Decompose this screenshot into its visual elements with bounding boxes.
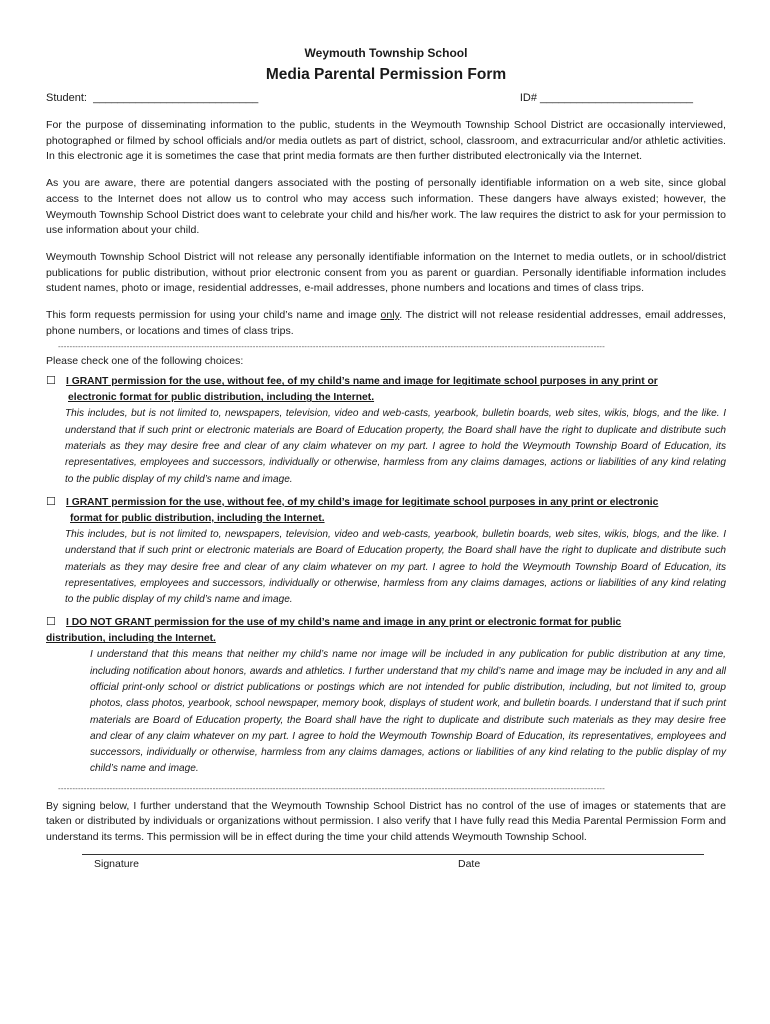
form-title: Media Parental Permission Form [265, 66, 507, 83]
signature-label: Signature [94, 857, 139, 870]
signature-row [46, 858, 726, 874]
student-id-field[interactable]: ID# _________________________ [519, 92, 693, 104]
checkbox-do-not-grant[interactable]: ☐ [46, 616, 56, 629]
option-heading [46, 614, 726, 647]
consent-paragraph: Weymouth Township School District will not release any personally identifiable information on the Internet to media outlets, or in school/district publications for public distribution, without prior electronic consent from you as parent or guardian. Personally identifiable information includes student names, photo or image, residential addresses, e-mail addresses, phone numbers and locations and times of class trips. [46, 250, 726, 295]
option-heading-line1: I GRANT permission for the use, without fee, of my child’s name and image for legitimate school purposes in any print or [66, 376, 658, 388]
request-paragraph [46, 308, 726, 339]
student-id-row [46, 92, 726, 104]
option-description: This includes, but is not limited to, newspapers, television, video and web-casts, yearbook, bulletin boards, web sites, wikis, blogs, and the like. I understand that if such print or electronic materials are Board of Education property, the Board shall have the right to duplicate and distribute such materials as they may desire free and clear of any claim whatever on my part. I agree to hold the Weymouth Township Board of Education, its representatives, employees and successors, individually or otherwise, harmless from any claims damages, actions or liabilities of any kind relating to the public display of my child’s name and image. [65, 528, 726, 606]
request-emphasis: only [380, 309, 400, 322]
option-description: This includes, but is not limited to, newspapers, television, video and web-casts, yearbook, bulletin boards, web sites, wikis, blogs, and the like. I understand that if such print or electronic materials are Board of Education property, the Board shall have the right to duplicate and distribute such materials as they may desire free and clear of any claim whatever on my part. I agree to hold the Weymouth Township Board of Education, its representatives, employees and successors, individually or otherwise, harmless from any claims damages, actions or liabilities of any kind relating to the public display of my child’s name and image. [65, 408, 726, 485]
option-description: I understand that this means that neither my child’s name nor image will be included in any publication for public distribution at any time, including notification about honors, awards and athletics. I further understand that my child’s name and image may be included in any and all official print-only school or district publications or postings which are not intended for public distribution, including, but not limited to, group photos, class photos, yearbook, school newspaper, memory book, displays of student work, and bulletin boards. I understand that if such print materials are Board of Education property, the Board shall have the right to duplicate and distribute such materials as they may desire free and clear of any claim whatever on my part. I agree to hold the Weymouth Township Board of Education, its representatives, employees and successors, individually or otherwise, harmless from any claims damages, actions or liabilities of any kind relating to the public display of my child’s name and image. [90, 649, 726, 775]
option-heading [46, 494, 726, 527]
separator-line: ----------------------------------------------------------------------------------------------------------------------------------------------------------------------------------------------- [58, 342, 606, 352]
option-heading-line2: format for public distribution, including the Internet. [70, 512, 325, 524]
option-grant-name-image [46, 373, 726, 487]
student-name-field[interactable]: Student: ___________________________ [46, 92, 259, 104]
dangers-paragraph: As you are aware, there are potential dangers associated with the posting of personally identifiable information on a web site, since global access to the Internet does not allow us to control who may access such information. These dangers have always existed; however, the Weymouth Township School District does want to celebrate your child and his/her work. The law requires the district to ask for your permission to use information about your child. [46, 177, 726, 237]
checkbox-grant-name-image[interactable]: ☐ [46, 375, 56, 388]
checkbox-grant-image[interactable]: ☐ [46, 495, 56, 508]
option-heading-line1: I DO NOT GRANT permission for the use of my child’s name and image in any print or electronic format for public [66, 617, 622, 629]
option-grant-image [46, 494, 726, 608]
option-heading [46, 373, 726, 406]
purpose-paragraph: For the purpose of disseminating information to the public, students in the Weymouth Township School District are occasionally interviewed, photographed or filmed by school officials and/or media outlets as part of district, school, classroom, and extracurricular and/or athletic activities. In this electronic age it is sometimes the case that print media formats are then further distributed electronically via the Internet. [46, 119, 726, 163]
choose-instruction: Please check one of the following choices: [46, 355, 244, 368]
option-heading-line2: distribution, including the Internet. [46, 633, 216, 645]
request-text-after: . The district will not release residential addresses, email addresses, phone numbers, or locations and times of class trips. [46, 309, 726, 337]
school-name: Weymouth Township School [304, 46, 468, 60]
option-heading-line1: I GRANT permission for the use, without fee, of my child’s image for legitimate school purposes in any print or electronic [66, 496, 659, 508]
date-label: Date [458, 857, 481, 870]
option-do-not-grant [46, 614, 726, 777]
request-text-before: This form requests permission for using your child’s name and image [46, 309, 381, 322]
closing-paragraph: By signing below, I further understand that the Weymouth Township School District has no control of the use of images or statements that are taken or distributed by individuals or organizations without permission. I also verify that I have fully read this Media Parental Permission Form and understand its terms. This permission will be in effect during the time your child attends Weymouth Township School. [46, 799, 726, 844]
option-heading-line2: electronic format for public distribution, including the Internet. [68, 392, 375, 404]
signature-line[interactable] [82, 850, 704, 855]
separator-line: ----------------------------------------------------------------------------------------------------------------------------------------------------------------------------------------------- [58, 783, 606, 793]
form-page [46, 46, 726, 874]
